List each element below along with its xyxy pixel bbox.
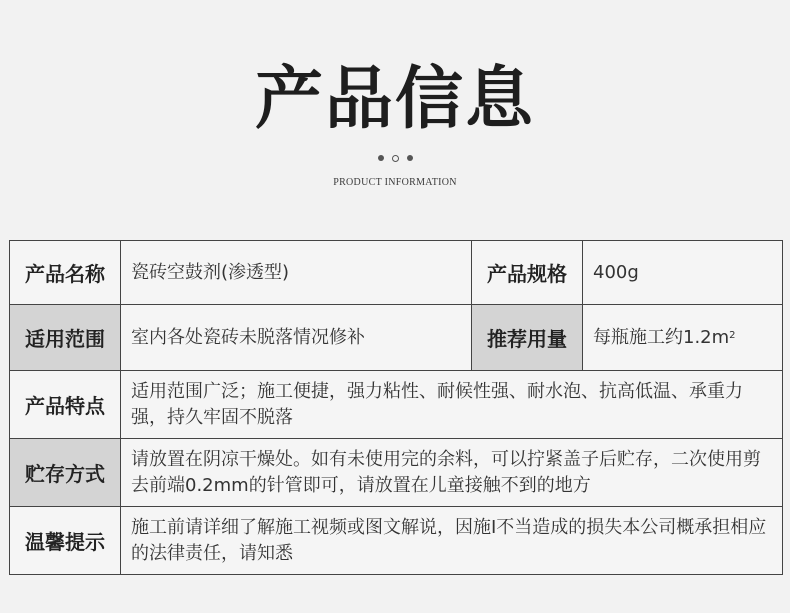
label-product-name: 产品名称 (10, 241, 121, 305)
dot-hollow-icon (392, 155, 399, 162)
decorative-dots (0, 155, 790, 162)
label-tips: 温馨提示 (10, 507, 121, 575)
page-title: 产品信息 (254, 60, 535, 139)
value-dosage: 每瓶施工约1.2m (593, 326, 730, 348)
value-features: 适用范围广泛；施工便捷，强力粘性、耐候性强、耐水泡、抗高低温、承重力强，持久牢固不脱落 (121, 371, 783, 439)
label-scope: 适用范围 (10, 305, 121, 371)
dot-icon (407, 155, 413, 161)
value-tips: 施工前请详细了解施工视频或图文解说，因施I不当造成的损失本公司概承担相应的法律责任，请知悉 (121, 507, 783, 575)
table-row (10, 371, 783, 439)
value-product-spec: 400g (583, 241, 783, 305)
label-dosage: 推荐用量 (472, 305, 583, 371)
page-subtitle: PRODUCT INFORMATION (333, 177, 457, 188)
table-row (10, 305, 783, 371)
label-product-spec: 产品规格 (472, 241, 583, 305)
table-row (10, 439, 783, 507)
label-features: 产品特点 (10, 371, 121, 439)
dot-icon (378, 155, 384, 161)
table-row (10, 241, 783, 305)
value-scope: 室内各处瓷砖未脱落情况修补 (121, 305, 472, 371)
value-dosage-cell (583, 305, 783, 371)
value-dosage-sup: 2 (729, 329, 736, 341)
value-storage: 请放置在阴凉干燥处。如有未使用完的余料，可以拧紧盖子后贮存，二次使用剪去前端0.2mm的针管即可，请放置在儿童接触不到的地方 (121, 439, 783, 507)
product-info-table (9, 240, 783, 575)
value-product-name: 瓷砖空鼓剂(渗透型) (121, 241, 472, 305)
table-row (10, 507, 783, 575)
label-storage: 贮存方式 (10, 439, 121, 507)
